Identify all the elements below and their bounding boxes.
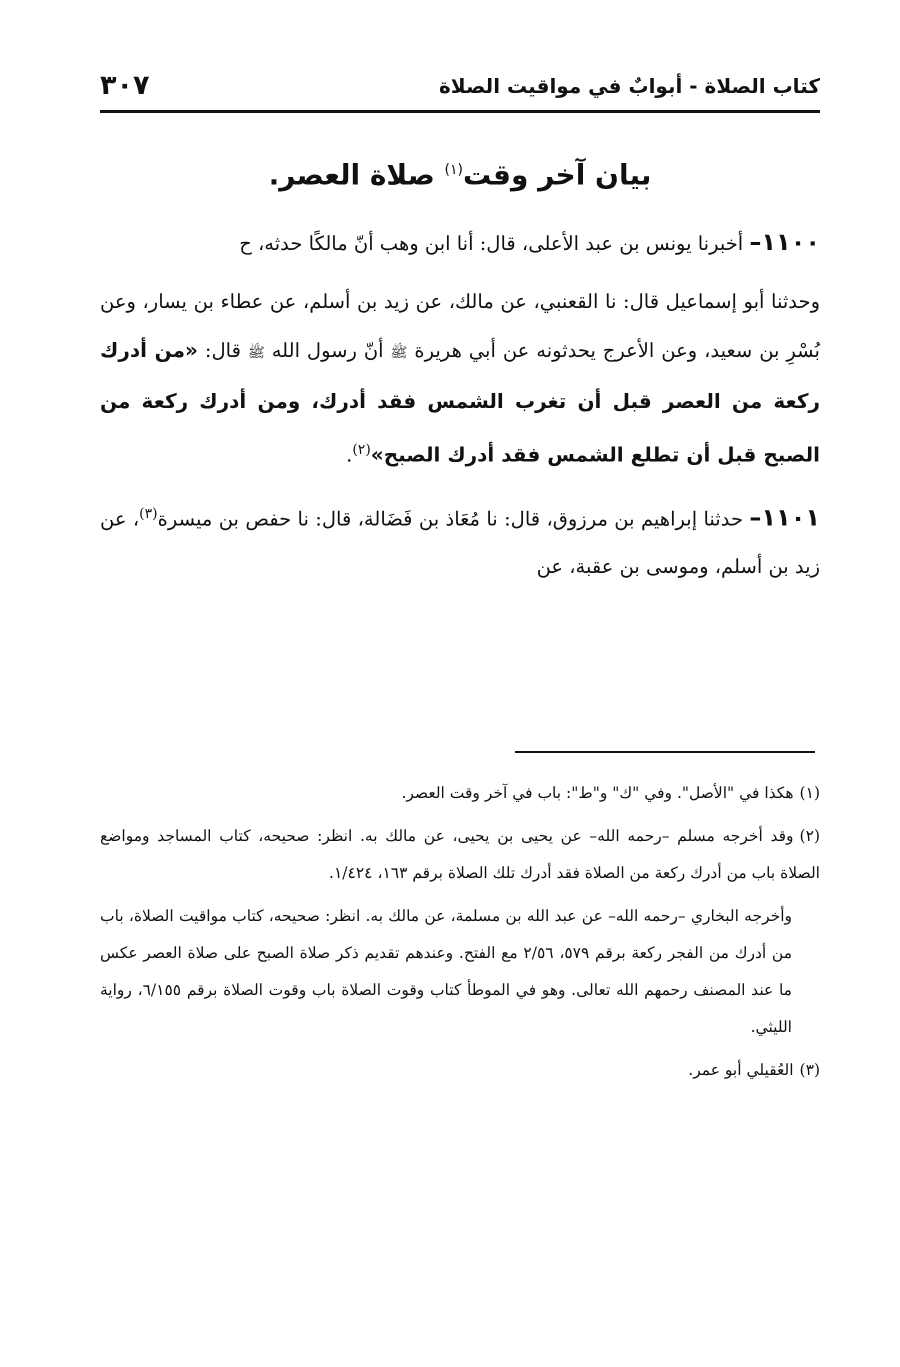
chapter-title-text: بيان آخر وقت	[462, 158, 652, 192]
hadith-1101-text-a: حدثنا إبراهيم بن مرزوق، قال: نا مُعَاذ بن فَضَالة، قال: نا حفص بن ميسرة	[157, 507, 744, 530]
hadith-number-1101: ١١٠١–	[749, 503, 820, 531]
footnote-ref-1[interactable]: (١)	[444, 162, 463, 178]
chapter-title-end: صلاة العصر.	[268, 158, 435, 192]
running-header	[100, 70, 820, 114]
footnote-text: العُقيلي أبو عمر.	[688, 1061, 794, 1079]
hadith-1100-intro	[100, 218, 820, 268]
hadith-matn: «من أدرك ركعة من العصر قبل أن تغرب الشمس فقد أدرك، ومن أدرك ركعة من الصبح قبل أن تطلع الشمس فقد أدرك الصبح»	[100, 338, 820, 467]
hadith-chain: وحدثنا أبو إسماعيل قال: نا القعنبي، عن مالك، عن زيد بن أسلم، عن عطاء بن يسار، وعن بُسْرِ بن سعيد، وعن الأعرج يحدثونه عن أبي هريرة	[100, 290, 820, 362]
running-title: كتاب الصلاة - أبوابٌ في مواقيت الصلاة	[438, 74, 820, 98]
footnote-3	[100, 1052, 820, 1089]
honorific-symbol-2: ﷺ	[247, 345, 265, 361]
hadith-number: ١١٠٠–	[749, 228, 820, 256]
header-rule	[100, 110, 820, 113]
footnote-text: هكذا في "الأصل". وفي "ك" و"ط": باب في آخر وقت العصر.	[401, 784, 794, 802]
footnote-1	[100, 775, 820, 812]
hadith-1100-chain	[100, 278, 820, 480]
honorific-symbol: ﷺ	[390, 345, 408, 361]
hadith-text: أخبرنا يونس بن عبد الأعلى، قال: أنا ابن وهب أنّ مالكًا حدثه، ح	[239, 232, 744, 255]
hadith-said: قال:	[204, 339, 241, 362]
footnotes	[100, 775, 820, 1095]
footnote-ref-3[interactable]: (٣)	[139, 505, 158, 522]
footnote-ref-2[interactable]: (٢)	[352, 442, 371, 458]
hadith-1101	[100, 490, 820, 592]
page-number: ٣٠٧	[100, 70, 150, 101]
hadith-chain-2: أنّ رسول الله	[271, 339, 384, 362]
hadith-end: .	[346, 443, 353, 467]
footnote-number: (١)	[799, 784, 820, 802]
footnote-text: وأخرجه البخاري –رحمه الله– عن عبد الله بن مسلمة، عن مالك به. انظر: صحيحه، كتاب مواقيت الصلاة، باب من أدرك من الفجر ركعة برقم ٥٧٩، ٢/٥٦ مع الفتح. وعندهم تقديم ذكر صلاة الصبح على صلاة العصر عكس ما عند المصنف رحمهم الله تعالى. وهو في الموطأ كتاب وقوت الصلاة باب وقوت الصلاة برقم ٦/١٥٥، رواية الليثي.	[100, 907, 793, 1036]
footnote-text: وقد أخرجه مسلم –رحمه الله– عن يحيى بن يحيى، عن مالك به. انظر: صحيحه، كتاب المساجد ومواضع الصلاة باب من أدرك ركعة من الصلاة فقد أدرك تلك الصلاة برقم ١٦٣، ١/٤٢٤.	[100, 827, 820, 882]
hadith-1101-text-b: ، عن زيد بن أسلم، وموسى بن عقبة، عن	[100, 507, 820, 578]
footnote-2-continued	[100, 898, 820, 1046]
footnote-number: (٢)	[799, 827, 820, 845]
footnote-2	[100, 818, 820, 892]
main-text	[100, 218, 820, 601]
footnote-number: (٣)	[799, 1061, 820, 1079]
chapter-title	[100, 148, 820, 197]
footnote-separator	[515, 751, 815, 753]
